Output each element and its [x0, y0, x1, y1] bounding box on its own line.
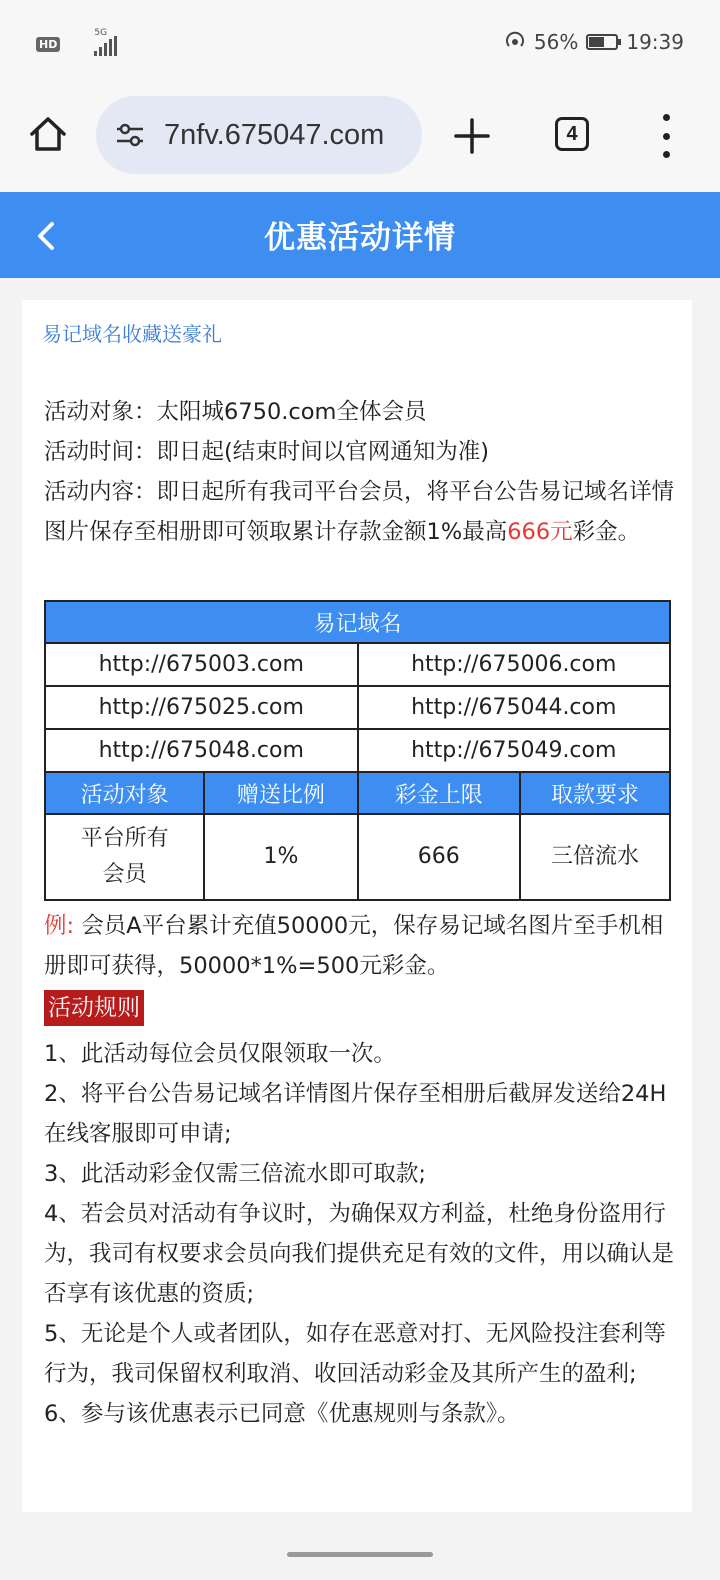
content-prefix: 活动内容：即日起所有我司平台会员，将平台公告易记域名详情图片保存至相册即可领取累计存款金额1%最高 — [44, 479, 675, 545]
rule-value-cap: 666 — [358, 814, 521, 900]
rule-item: 4、若会员对活动有争议时，为确保双方利益，杜绝身份盗用行为，我司有权要求会员向我们提供充足有效的文件，用以确认是否享有该优惠的资质; — [44, 1201, 675, 1307]
rules-list — [44, 1034, 674, 1434]
domain-link[interactable]: http://675044.com — [358, 686, 671, 729]
hd-badge: HD — [36, 37, 60, 52]
rule-header-cap: 彩金上限 — [358, 772, 521, 814]
page-header — [0, 192, 720, 278]
rules-heading: 活动规则 — [44, 990, 144, 1026]
example-body: 会员A平台累计充值50000元，保存易记域名图片至手机相册即可获得，50000*1%=500元彩金。 — [44, 913, 664, 979]
content-line — [44, 472, 674, 552]
address-bar[interactable] — [96, 96, 422, 174]
domain-link[interactable]: http://675003.com — [45, 643, 358, 686]
battery-icon — [586, 34, 618, 50]
domain-table — [44, 600, 671, 901]
domain-link[interactable]: http://675048.com — [45, 729, 358, 772]
domain-link[interactable]: http://675025.com — [45, 686, 358, 729]
tab-switcher-button[interactable]: 4 — [555, 117, 589, 151]
more-options-icon[interactable] — [656, 114, 676, 158]
rule-header-row — [45, 772, 670, 814]
network-label: 5G — [94, 28, 108, 38]
target-line: 活动对象：太阳城6750.com全体会员 — [44, 399, 427, 425]
battery-percent: 56% — [533, 30, 579, 54]
rule-item: 3、此活动彩金仅需三倍流水即可取款; — [44, 1161, 426, 1187]
promo-info — [44, 392, 674, 552]
promo-title: 易记域名收藏送豪礼 — [42, 322, 222, 346]
rule-value-ratio: 1% — [204, 814, 357, 900]
signal-icon — [66, 28, 108, 56]
table-row — [45, 643, 670, 686]
example-label: 例: — [44, 913, 75, 939]
status-left — [36, 28, 108, 56]
table-row — [45, 729, 670, 772]
domain-link[interactable]: http://675006.com — [358, 643, 671, 686]
rule-header-ratio: 赠送比例 — [204, 772, 357, 814]
domain-link[interactable]: http://675049.com — [358, 729, 671, 772]
promo-card — [22, 300, 692, 1512]
status-right — [504, 30, 684, 54]
hotspot-icon — [504, 31, 526, 53]
status-bar — [0, 0, 720, 90]
browser-toolbar — [0, 90, 720, 192]
page-title: 优惠活动详情 — [264, 220, 456, 256]
example-text — [44, 906, 674, 986]
content-suffix: 彩金。 — [572, 519, 641, 545]
table-row — [45, 814, 670, 900]
rule-item: 6、参与该优惠表示已同意《优惠规则与条款》。 — [44, 1401, 520, 1427]
new-tab-icon[interactable] — [452, 116, 492, 156]
site-settings-icon[interactable] — [114, 119, 146, 151]
rule-item: 2、将平台公告易记域名详情图片保存至相册后截屏发送给24H在线客服即可申请; — [44, 1081, 667, 1147]
rule-item: 1、此活动每位会员仅限领取一次。 — [44, 1041, 396, 1067]
rule-header-withdraw: 取款要求 — [520, 772, 670, 814]
rule-header-target: 活动对象 — [45, 772, 204, 814]
battery-fill — [589, 37, 604, 47]
table-row — [45, 686, 670, 729]
gesture-home-bar[interactable] — [287, 1552, 433, 1557]
time-line: 活动时间：即日起(结束时间以官网通知为准) — [44, 439, 490, 465]
url-text[interactable]: 7nfv.675047.com — [164, 118, 385, 151]
content-amount: 666元 — [507, 519, 573, 545]
home-icon[interactable] — [26, 112, 70, 156]
rule-value-withdraw: 三倍流水 — [520, 814, 670, 900]
clock: 19:39 — [626, 30, 684, 54]
domains-header: 易记域名 — [45, 601, 670, 643]
rule-item: 5、无论是个人或者团队，如存在恶意对打、无风险投注套利等行为，我司保留权利取消、收回活动彩金及其所产生的盈利; — [44, 1321, 666, 1387]
rule-value-target: 平台所有会员 — [45, 814, 204, 900]
